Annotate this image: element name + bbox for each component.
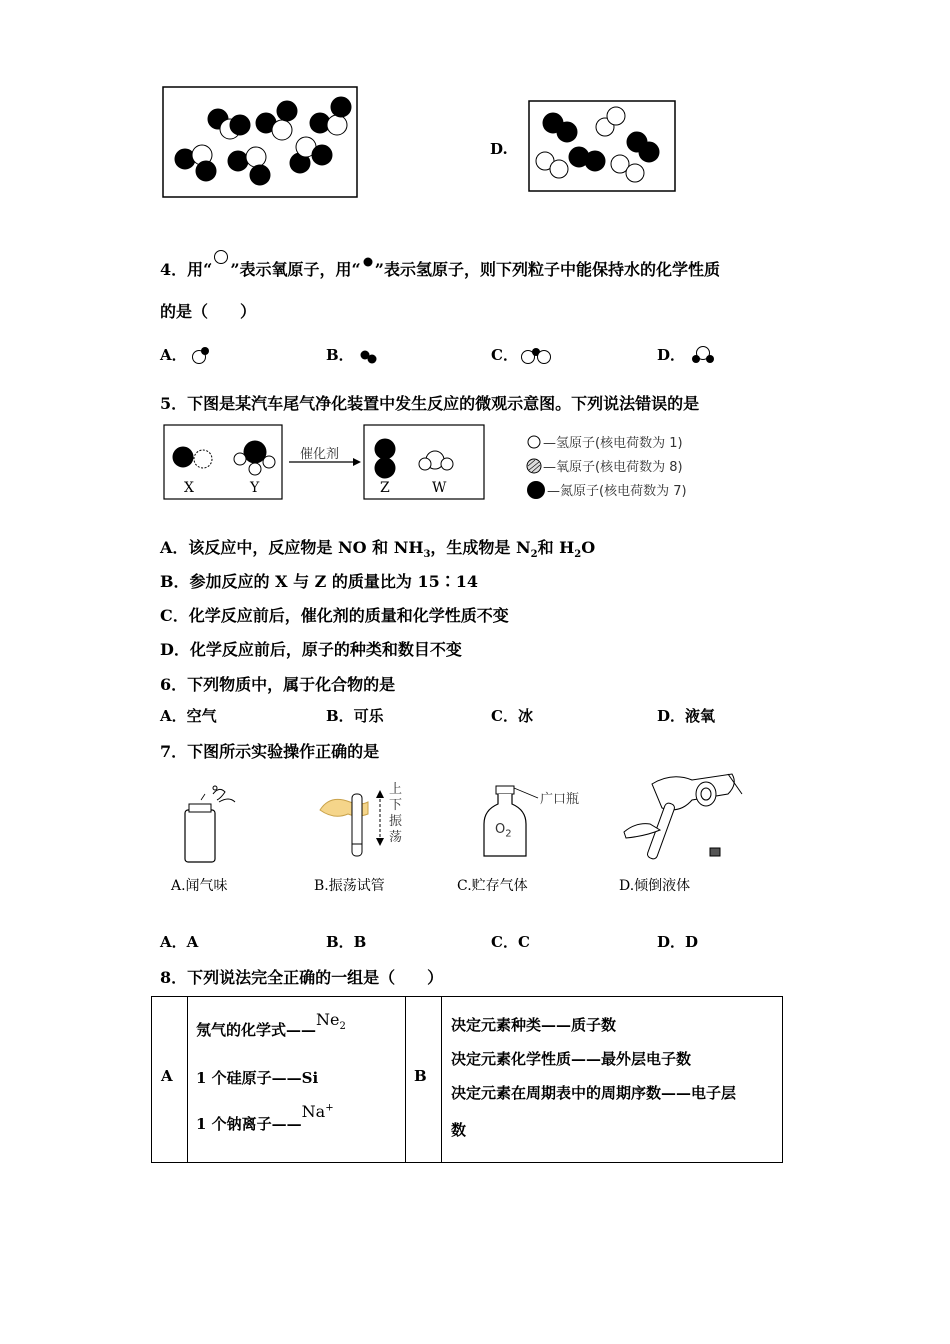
q4-question-line2: 的是（ ） <box>160 302 257 321</box>
q4-option-c <box>491 344 558 366</box>
q4-text1: ”表示氧原子，用“ <box>230 260 361 279</box>
q5-option-a <box>160 535 595 560</box>
q7-gas-label <box>495 822 512 840</box>
q7-question: 7．下图所示实验操作正确的是 <box>160 742 380 761</box>
q8-table <box>151 996 783 1163</box>
q5-label-y: Y <box>250 480 260 496</box>
annot-shake2: 荡 <box>389 830 403 845</box>
q8-cell-a-line1 <box>196 1010 346 1042</box>
q7-pour-liquid-illustration <box>622 770 747 865</box>
q3-option-c-diagram <box>160 85 360 200</box>
q3-option-d-diagram <box>527 99 679 194</box>
q8-question: 8．下列说法完全正确的一组是（ ） <box>160 968 444 987</box>
legend-oxygen <box>525 456 687 480</box>
q8-cell-b-line3: 决定元素在周期表中的周期序数——电子层 <box>451 1084 737 1102</box>
q5-option-a-text2: ，生成物是 N <box>430 538 531 557</box>
q5-label-w: W <box>432 480 447 496</box>
q8-sodium-formula <box>302 1102 334 1121</box>
legend-oxygen-text: —氧原子(核电荷数为 8) <box>543 460 683 475</box>
q5-option-a-text3: 和 H <box>537 538 575 557</box>
q5-catalyst-label: 催化剂 <box>300 447 340 462</box>
q4-option-d-molecule-icon <box>685 344 721 366</box>
q7-store-gas-illustration <box>478 784 548 864</box>
q8-cell-b-line4: 数 <box>451 1121 467 1139</box>
q5-question: 5．下图是某汽车尾气净化装置中发生反应的微观示意图。下列说法错误的是 <box>160 394 700 413</box>
q7-updown-annotation <box>389 782 402 846</box>
q7-bottle-annotation: 广口瓶 <box>540 792 580 807</box>
q4-number: 4．用“ <box>160 260 213 279</box>
q7-gas-o: O <box>495 822 506 837</box>
q8-cell-a-line3 <box>196 1102 334 1134</box>
q7-option-a: A．A <box>160 933 199 951</box>
q6-question: 6．下列物质中，属于化合物的是 <box>160 675 396 694</box>
q8-cell-a-label: A <box>161 1067 173 1085</box>
q7-updown-arrow-icon <box>374 790 386 846</box>
q6-option-a: A．空气 <box>160 707 217 725</box>
q3-option-d-label: D. <box>490 140 508 158</box>
q4-option-a-label: A． <box>160 346 187 364</box>
q4-question-line1 <box>160 249 720 280</box>
legend-nitrogen-text: —氮原子(核电荷数为 7) <box>547 484 687 499</box>
q6-option-d: D．液氧 <box>657 707 716 725</box>
q8-ne: Ne <box>316 1010 340 1029</box>
q5-option-d: D．化学反应前后，原子的种类和数目不变 <box>160 640 462 659</box>
q4-option-b-molecule-icon <box>354 344 382 366</box>
hydrogen-atom-icon <box>361 255 375 269</box>
q4-option-a-molecule-icon <box>187 344 215 366</box>
q7-smell-gas-illustration <box>175 782 245 867</box>
q5-legend <box>525 432 687 504</box>
q5-option-c: C．化学反应前后，催化剂的质量和化学性质不变 <box>160 606 509 625</box>
annot-shake1: 振 <box>389 814 403 829</box>
q4-option-d-label: D． <box>657 346 686 364</box>
q5-sub-2b: 2 <box>574 549 582 561</box>
nitrogen-legend-icon <box>525 480 547 500</box>
q8-cell-b-line2: 决定元素化学性质——最外层电子数 <box>451 1050 692 1068</box>
q7-caption-b: B.振荡试管 <box>314 878 385 894</box>
q4-option-c-label: C． <box>491 346 518 364</box>
q4-option-b-label: B． <box>326 346 354 364</box>
q8-col-divider-1 <box>187 997 188 1162</box>
q4-option-b <box>326 344 382 366</box>
q4-option-a <box>160 344 215 366</box>
q8-neon-formula <box>316 1010 346 1033</box>
q5-option-a-text1: A．该反应中，反应物是 NO 和 NH <box>160 538 424 557</box>
oxygen-legend-icon <box>525 458 543 474</box>
q5-label-z: Z <box>380 480 390 496</box>
q8-cell-b-label: B <box>414 1067 427 1085</box>
q7-option-c: C．C <box>491 933 530 951</box>
q5-label-x: X <box>184 480 194 496</box>
q8-neon-text: 氖气的化学式—— <box>196 1021 317 1039</box>
q7-option-d: D．D <box>657 933 699 951</box>
oxygen-atom-icon <box>212 249 230 265</box>
q4-option-d <box>657 344 721 366</box>
q8-cell-a-line2: 1 个硅原子——Si <box>196 1069 319 1087</box>
q7-option-b: B．B <box>326 933 367 951</box>
q8-cell-b-line1: 决定元素种类——质子数 <box>451 1016 617 1034</box>
q8-col-divider-2 <box>405 997 406 1162</box>
q8-col-divider-3 <box>441 997 442 1162</box>
legend-nitrogen <box>525 480 687 504</box>
q7-caption-a: A.闻气味 <box>171 878 228 894</box>
annot-down: 下 <box>389 798 403 813</box>
q7-caption-c: C.贮存气体 <box>457 878 528 894</box>
q5-sub-3: 3 <box>423 549 431 561</box>
q4-option-c-molecule-icon <box>518 344 558 366</box>
q7-shake-tube-illustration <box>318 788 378 860</box>
q8-ne-sub: 2 <box>339 1021 346 1033</box>
q8-na: Na <box>301 1102 326 1121</box>
q8-sodium-text: 1 个钠离子—— <box>196 1115 302 1133</box>
q6-option-b: B．可乐 <box>326 707 384 725</box>
legend-hydrogen <box>525 432 687 456</box>
q6-option-c: C．冰 <box>491 707 533 725</box>
q5-option-a-text4: O <box>581 538 596 557</box>
q5-sub-2a: 2 <box>530 549 538 561</box>
q8-na-sup: + <box>325 1102 334 1114</box>
q7-caption-d: D.倾倒液体 <box>619 878 691 894</box>
annot-up: 上 <box>389 782 403 797</box>
legend-hydrogen-text: —氢原子(核电荷数为 1) <box>543 436 683 451</box>
q5-option-b: B．参加反应的 X 与 Z 的质量比为 15∶14 <box>160 572 479 591</box>
q7-gas-sub: 2 <box>505 828 512 840</box>
q4-text2: ”表示氢原子，则下列粒子中能保持水的化学性质 <box>374 260 720 279</box>
hydrogen-legend-icon <box>525 434 543 450</box>
